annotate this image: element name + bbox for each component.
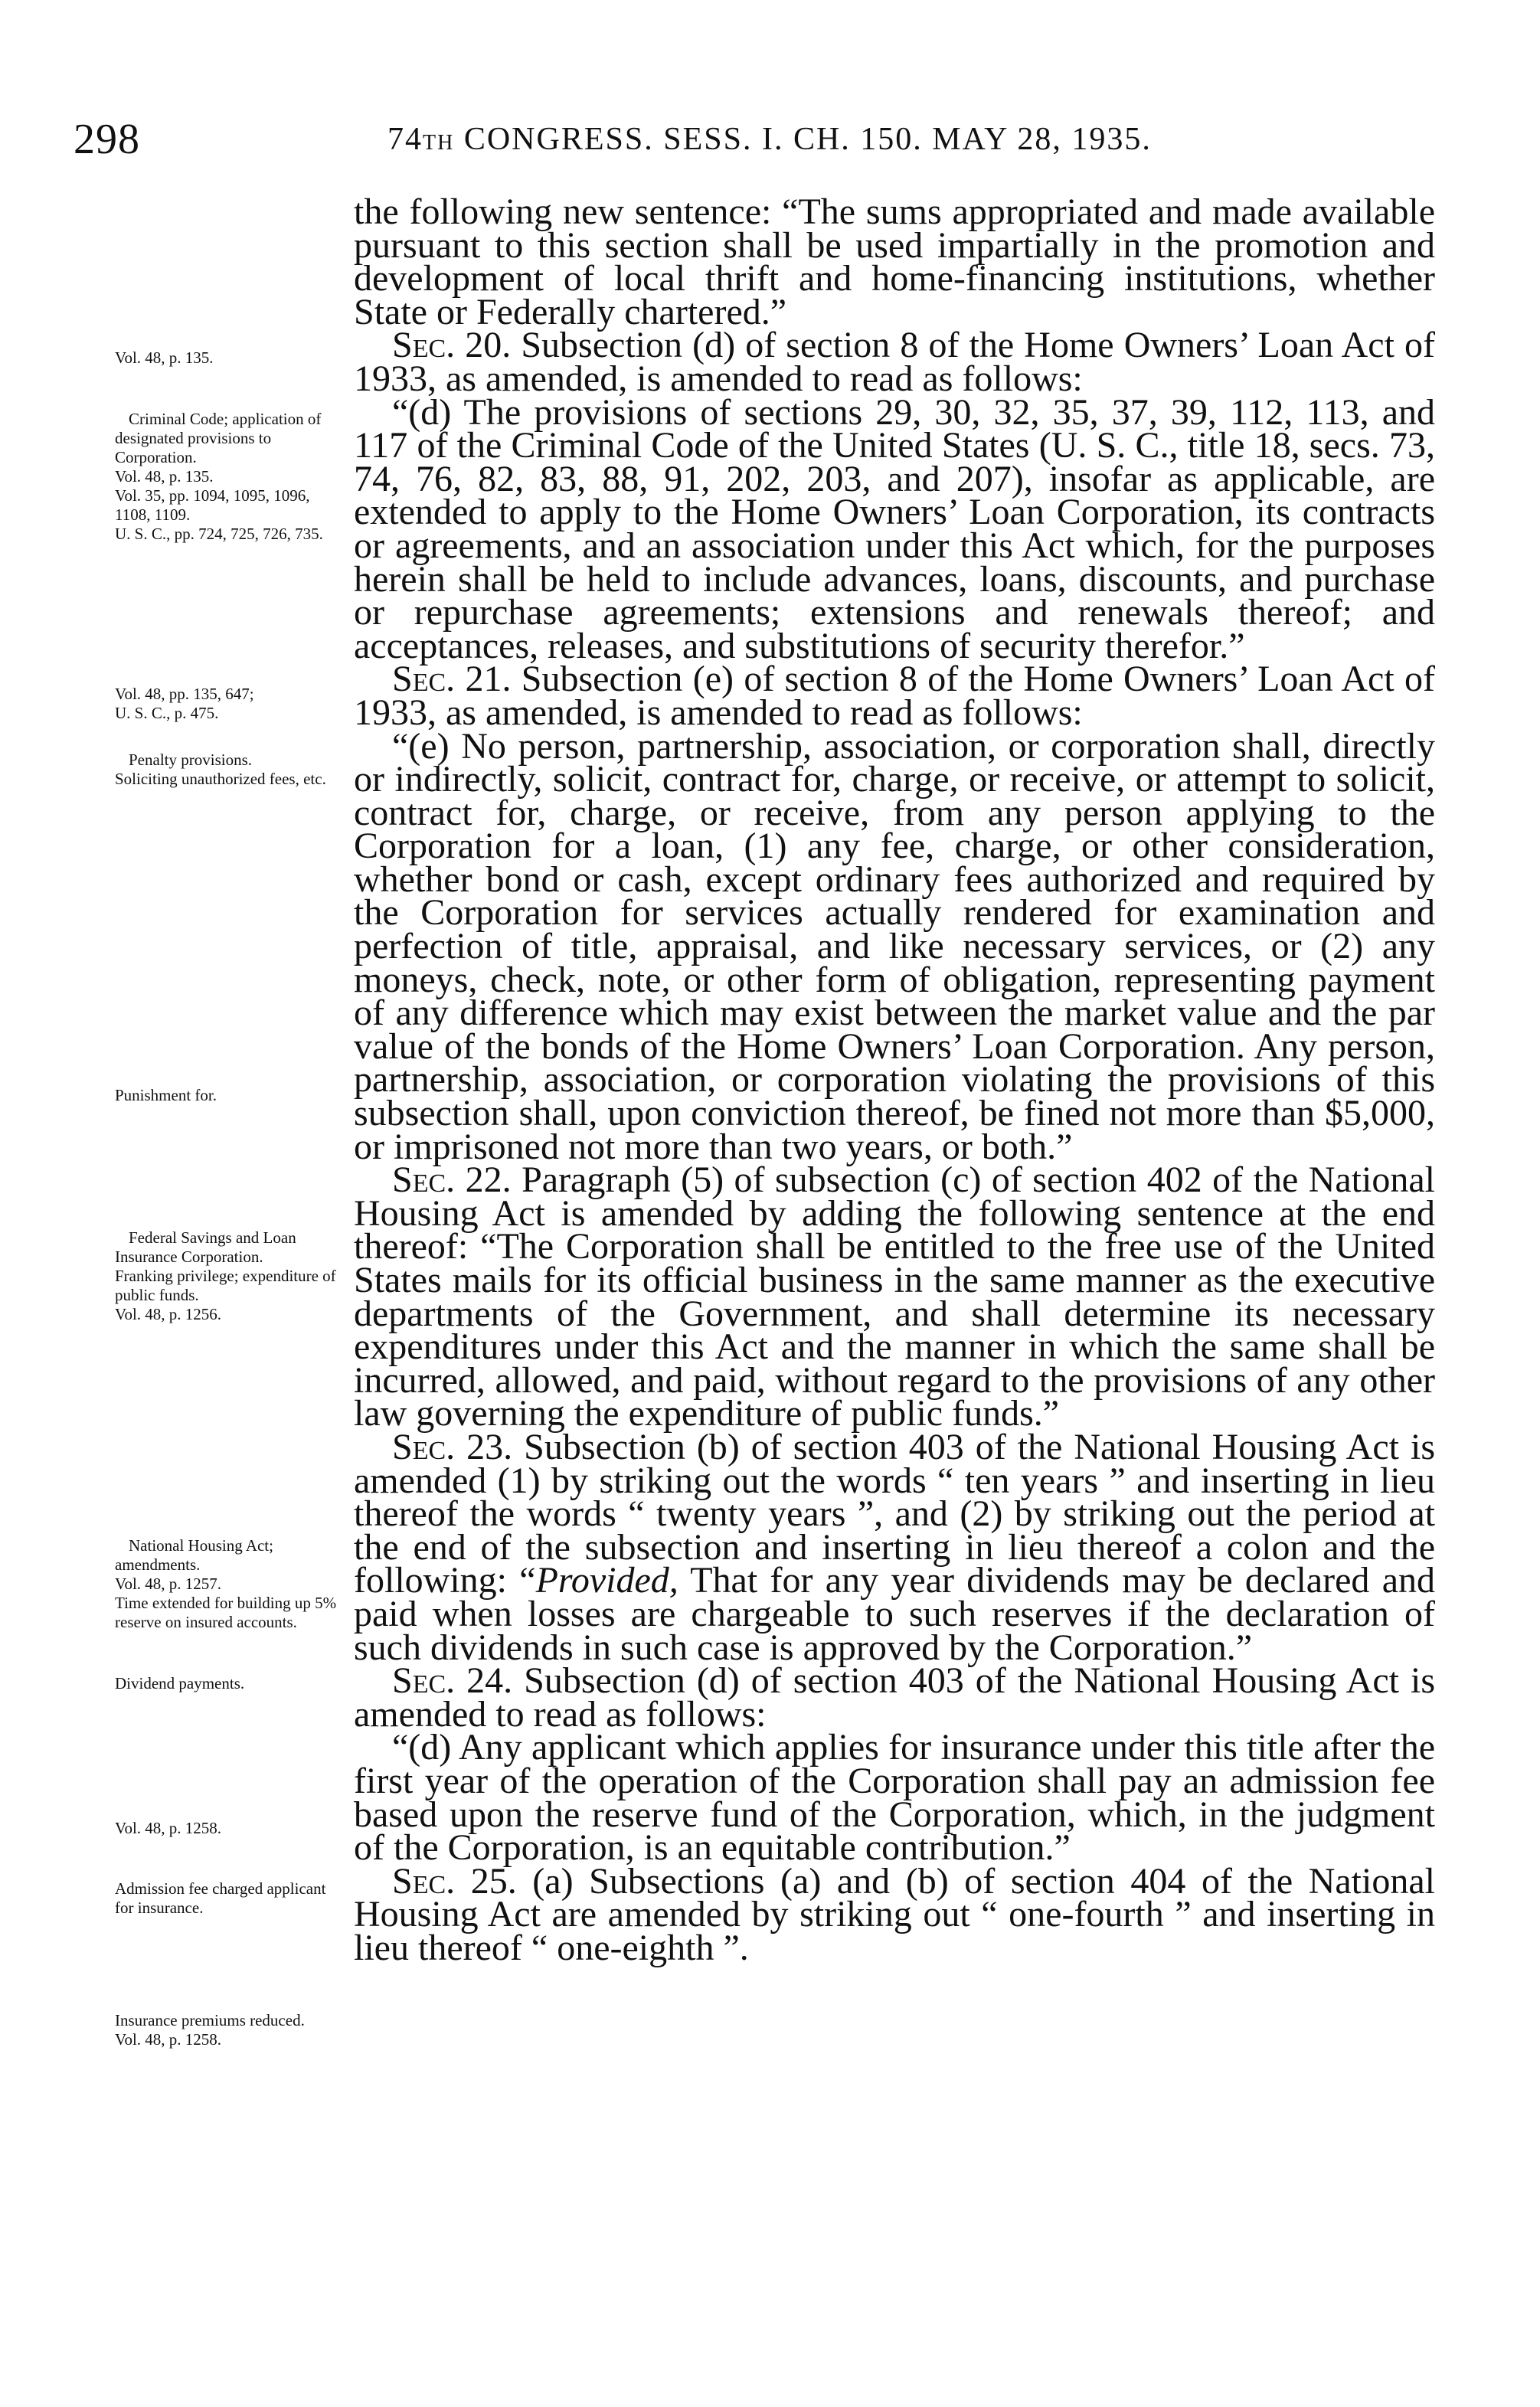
margin-note: Admission fee charged applicant for insurance.: [115, 1879, 326, 1917]
margin-note: Vol. 48, pp. 135, 647; U. S. C., p. 475.: [115, 685, 254, 722]
margin-note: Vol. 48, p. 135.: [115, 348, 214, 367]
paragraph: Sec. 20. Subsection (d) of section 8 of the Home Owners’ Loan Act of 1933, as amended, is amended to read as follows:: [354, 325, 1435, 399]
section-number: Sec. 22.: [392, 1159, 512, 1201]
paragraph: the following new sentence: “The sums appropriated and made available pursuant to this section shall be used impartially in the promotion and development of local thrift and home-financing institutions, whether State or Federally chartered.”: [354, 191, 1435, 332]
paragraph: “(d) Any applicant which applies for insurance under this title after the first year of the operation of the Corporation shall pay an admission fee based upon the reserve fund of the Corporation, which, in the judgment of the Corporation, is an equitable contribution.”: [354, 1727, 1435, 1869]
proviso-italic: Provided,: [535, 1560, 678, 1601]
margin-notes: [0, 0, 352, 2407]
paragraph: Sec. 21. Subsection (e) of section 8 of the Home Owners’ Loan Act of 1933, as amended, is amended to read as follows:: [354, 659, 1435, 733]
section-number: Sec. 25.: [392, 1860, 517, 1902]
margin-note: Dividend payments.: [115, 1674, 245, 1692]
section-number: Sec. 21.: [392, 659, 512, 700]
statute-body: [354, 191, 1435, 1968]
paragraph: Sec. 24. Subsection (d) of section 403 of the National Housing Act is amended to read as follows:: [354, 1660, 1435, 1735]
running-head-text: CONGRESS. SESS. I. CH. 150. MAY 28, 1935.: [463, 122, 1152, 157]
section-number: Sec. 23.: [392, 1426, 513, 1467]
paragraph: “(e) No person, partnership, association, or corporation shall, directly or indirectly, solicit, contract for, charge, or receive, or attempt to solicit, contract for, charge, or receive, from any person applying to the Corporation for a loan, (1) any fee, charge, or other consideration, whether bond or cash, except ordinary fees authorized and required by the Corporation for services actually rendered for examination and perfection of title, appraisal, and like necessary services, or (2) any moneys, check, note, or other form of obligation, representing payment of any difference which may exist between the market value and the par value of the bonds of the Home Owners’ Loan Corporation. Any person, partnership, association, or corporation violating the provisions of this subsection shall, upon conviction thereof, be fined not more than $5,000, or imprisoned not more than two years, or both.”: [354, 725, 1435, 1167]
margin-note: Criminal Code; application of designated provisions to Corporation. Vol. 48, p. 135. Vol. 35, pp. 1094, 1095, 1096, 1108, 1109. U. S. C., pp. 724, 725, 726, 735.: [115, 410, 323, 543]
congress-ordinal-suffix: TH: [423, 131, 455, 155]
paragraph: Sec. 23. Subsection (b) of section 403 of the National Housing Act is amended (1) by striking out the words “ ten years ” and inserting in lieu thereof the words “ twenty years ”, and (2) by striking out the period at the end of the subsection and inserting in lieu thereof a colon and the following: “Provided, That for any year dividends may be declared and paid when losses are chargeable to such reserves if the declaration of such dividends in such case is approved by the Corporation.”: [354, 1426, 1435, 1668]
page-number: 298: [74, 116, 140, 163]
margin-note: Federal Savings and Loan Insurance Corporation. Franking privilege; expenditure of public funds. Vol. 48, p. 1256.: [115, 1228, 336, 1323]
running-head: [387, 121, 1152, 158]
margin-note: Punishment for.: [115, 1086, 217, 1104]
paragraph: Sec. 22. Paragraph (5) of subsection (c) of section 402 of the National Housing Act is amended by adding the following sentence at the end thereof: “The Corporation shall be entitled to the free use of the United States mails for its official business in the same manner as the executive departments of the Government, and shall determine its necessary expenditures under this Act and the manner in which the same shall be incurred, allowed, and paid, without regard to the provisions of any other law governing the expenditure of public funds.”: [354, 1159, 1435, 1434]
paragraph: Sec. 25. (a) Subsections (a) and (b) of section 404 of the National Housing Act are amended by striking out “ one-fourth ” and inserting in lieu thereof “ one-eighth ”.: [354, 1860, 1435, 1968]
section-number: Sec. 20.: [392, 325, 512, 366]
congress-ordinal: 74: [387, 122, 423, 157]
margin-note: Vol. 48, p. 1258.: [115, 1819, 222, 1837]
margin-note: Insurance premiums reduced. Vol. 48, p. 1258.: [115, 2011, 305, 2049]
paragraph: “(d) The provisions of sections 29, 30, 32, 35, 37, 39, 112, 113, and 117 of the Criminal Code of the United States (U. S. C., title 18, secs. 73, 74, 76, 82, 83, 88, 91, 202, 203, and 207), insofar as applicable, are extended to apply to the Home Owners’ Loan Corporation, its contracts or agreements, and an association under this Act which, for the purposes herein shall be held to include advances, loans, discounts, and purchase or repurchase agreements; extensions and renewals thereof; and acceptances, releases, and substitutions of security therefor.”: [354, 391, 1435, 666]
margin-note: Penalty provisions. Soliciting unauthorized fees, etc.: [115, 751, 326, 788]
section-number: Sec. 24.: [392, 1660, 513, 1702]
margin-note: National Housing Act; amendments. Vol. 48, p. 1257. Time extended for building up 5% reserve on insured accounts.: [115, 1536, 337, 1631]
